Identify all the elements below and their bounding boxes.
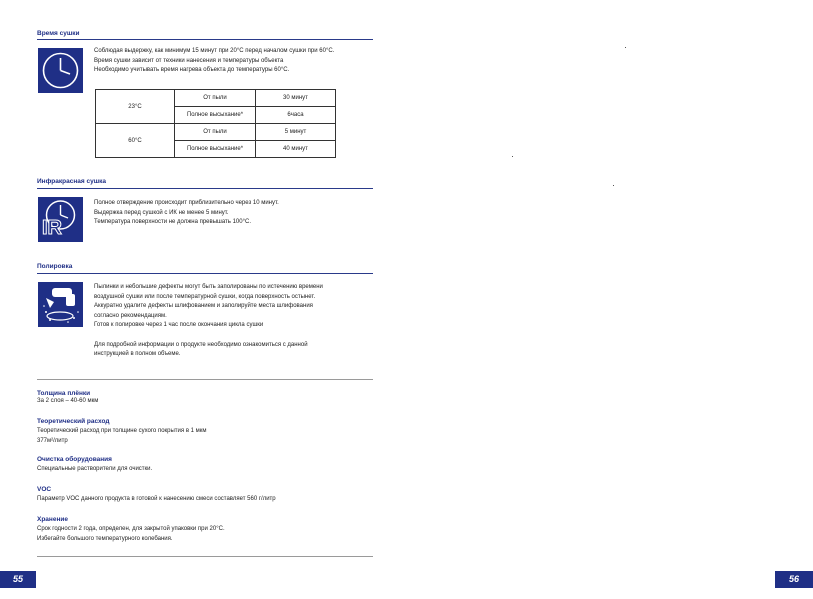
drying-line: Необходимо учитывать время нагрева объекта до температуры 60°С. — [94, 67, 290, 73]
infrared-rule — [37, 188, 373, 189]
spec-value: Параметр VOC данного продукта в готовой к нанесению смеси составляет 560 г/литр — [37, 496, 276, 502]
page-number-right: 56 — [775, 571, 813, 588]
polishing-line: Готов к полировке через 1 час после окончания цикла сушки — [94, 322, 264, 328]
condition-cell: Полное высыхание* — [175, 141, 256, 158]
clock-icon — [38, 48, 83, 93]
polishing-text — [94, 283, 384, 360]
scan-speck — [512, 156, 513, 157]
condition-cell: Полное высыхание* — [175, 107, 256, 124]
temp-cell: 23°С — [96, 90, 175, 124]
polishing-note-line: Для подробной информации о продукте необходимо ознакомиться с данной — [94, 341, 308, 348]
infrared-line: Температура поверхности не должна превышать 100°С. — [94, 219, 251, 225]
infrared-line: Полное отверждение происходит приблизительно через 10 минут. — [94, 200, 279, 206]
infrared-text — [94, 199, 384, 228]
bottom-divider — [37, 556, 373, 557]
time-cell: 5 минут — [256, 124, 336, 141]
spec-label: Хранение — [37, 516, 68, 523]
drying-line: Соблюдая выдержку, как минимум 15 минут при 20°С перед началом сушки при 60°С. — [94, 48, 335, 54]
time-cell: 6часа — [256, 107, 336, 124]
scan-speck — [625, 47, 626, 48]
infrared-clock-icon — [38, 197, 83, 242]
scan-speck — [613, 185, 614, 186]
spec-value: Теоретический расход при толщине сухого покрытия в 1 мкм — [37, 428, 207, 434]
polishing-rule — [37, 273, 373, 274]
polishing-note-line: инструкцией в полном объеме. — [94, 351, 181, 357]
infrared-line: Выдержка перед сушкой с ИК не менее 5 минут. — [94, 209, 229, 216]
polishing-line: согласно рекомендациям. — [94, 312, 167, 319]
spec-label: VOC — [37, 486, 52, 493]
spec-label: Толщина плёнки — [37, 390, 91, 397]
polishing-line: воздушной сушки или после температурной сушки, когда поверхность остынет. — [94, 293, 316, 300]
spec-value: Специальные растворители для очистки. — [37, 466, 153, 472]
spec-block-storage — [37, 516, 225, 544]
condition-cell: От пыли — [175, 124, 256, 141]
infrared-title: Инфракрасная сушка — [37, 178, 106, 185]
temp-cell: 60°С — [96, 124, 175, 158]
drying-line: Время сушки зависит от техники нанесения и температуры объекта — [94, 57, 284, 64]
page-number-left: 55 — [0, 571, 36, 588]
spec-block-cleaning — [37, 456, 152, 475]
spec-value: Избегайте большого температурного колебания. — [37, 535, 173, 542]
spec-value: За 2 слоя – 40-60 мкм — [37, 398, 99, 404]
spec-label: Теоретический расход — [37, 418, 110, 425]
spec-block-voc — [37, 486, 276, 505]
spec-block-thickness — [37, 390, 98, 407]
spec-block-consumption — [37, 418, 207, 446]
polishing-icon — [38, 282, 83, 327]
drying-title: Время сушки — [37, 30, 80, 37]
polishing-line: Пылинки и небольшие дефекты могут быть заполированы по истечению времени — [94, 284, 323, 290]
drying-table — [95, 89, 336, 158]
ir-icon-label: IR — [42, 217, 62, 239]
polishing-title: Полировка — [37, 263, 73, 270]
section-divider — [37, 379, 373, 380]
spec-label: Очистка оборудования — [37, 456, 112, 463]
time-cell: 30 минут — [256, 90, 336, 107]
drying-text — [94, 47, 384, 76]
polishing-line: Аккуратно удалите дефекты шлифованием и заполируйте места шлифования — [94, 303, 313, 309]
spec-value: 377м²/литр — [37, 437, 68, 444]
time-cell: 40 минут — [256, 141, 336, 158]
spec-value: Срок годности 2 года, определен, для закрытой упаковки при 20°С. — [37, 526, 225, 532]
drying-rule — [37, 39, 373, 40]
condition-cell: От пыли — [175, 90, 256, 107]
